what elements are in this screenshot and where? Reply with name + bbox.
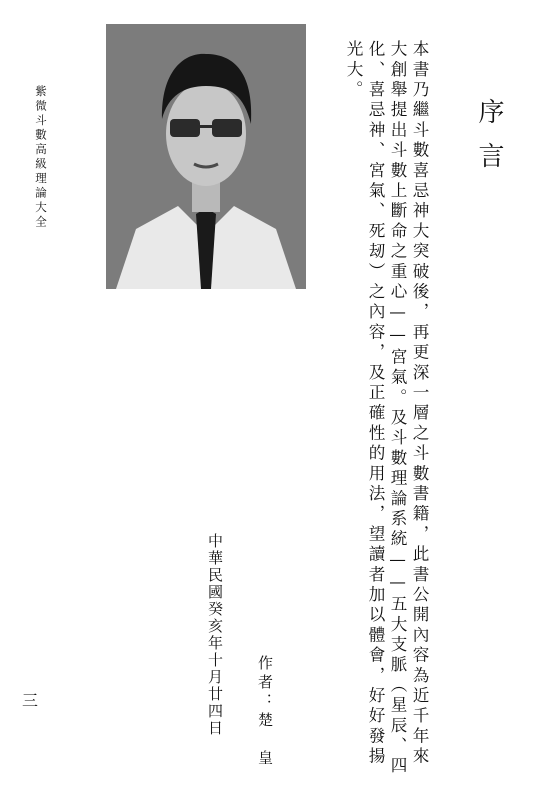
author-portrait xyxy=(106,24,306,289)
page-number: 三 xyxy=(22,691,39,710)
author-photo xyxy=(106,24,306,289)
author-line: 作者：楚 皇 xyxy=(256,655,274,769)
preface-heading: 序言 xyxy=(474,98,504,186)
book-title: 紫微斗數高級理論大全 xyxy=(34,85,48,230)
preface-body: 本書乃繼斗數喜忌神大突破後，再更深一層之斗數書籍，此書公開內容為近千年來大創舉提出斗數上斷命之重心——宮氣。及斗數理論系統——五大支脈（星辰、四化、喜忌神、宮氣、死刼）之內容，及正確性的用法，望讀者加以體會，好好發揚光大。 xyxy=(344,40,429,777)
date-line: 中華民國癸亥年十月廿四日 xyxy=(206,533,224,737)
